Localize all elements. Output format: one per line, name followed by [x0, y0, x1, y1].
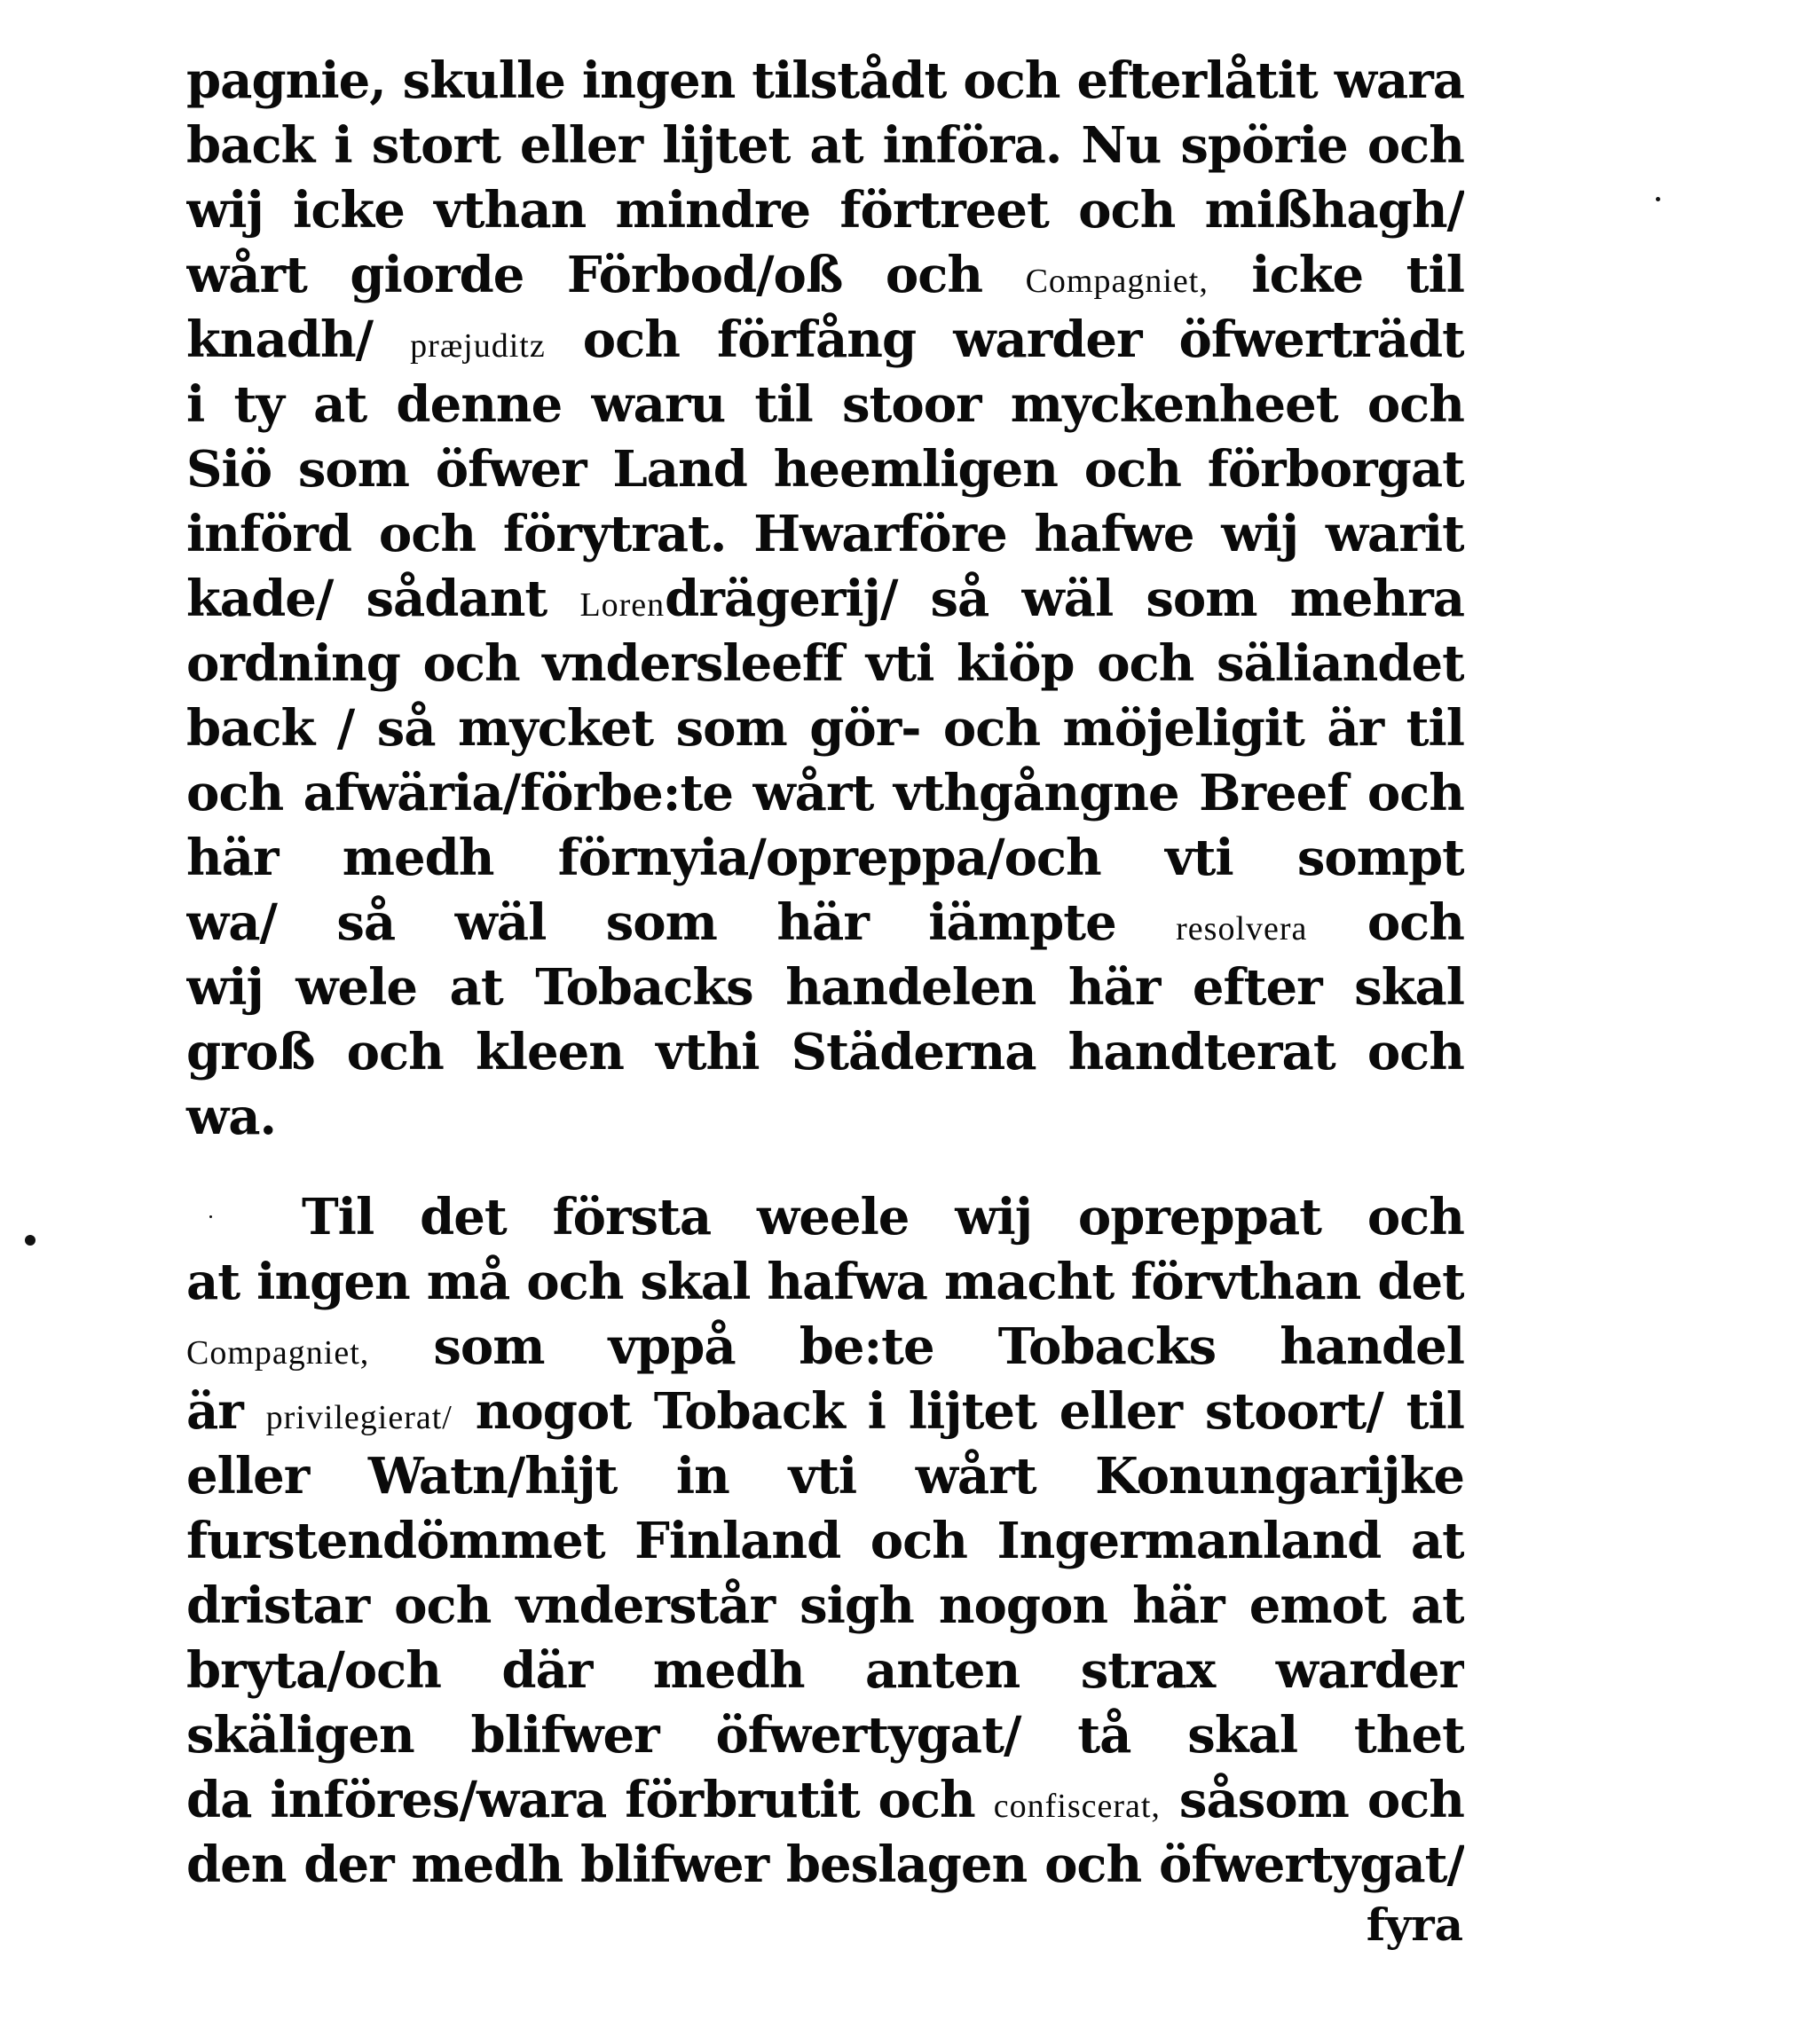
text-line: pagnie, skulle ingen tilstådt och efterlåtit wara: [186, 51, 1464, 110]
catchword: fyra: [1366, 1899, 1463, 1951]
text-line: införd och förytrat. Hwarföre hafwe wij warit: [186, 505, 1464, 563]
paragraph-2: [186, 1185, 1464, 1898]
text-line: wa.: [186, 1088, 276, 1146]
margin-speck: [1656, 197, 1660, 201]
text-line: wij wele at Tobacks handelen här efter skal: [186, 958, 1464, 1017]
paragraph-gap: [186, 1150, 1464, 1185]
text-line: och afwäria/förbe:te wårt vthgångne Breef och: [186, 764, 1464, 822]
text-line: kade/ sådant Lorendrägerij/ så wäl som mehra: [186, 570, 1464, 628]
roman-word: Loren: [579, 586, 666, 624]
roman-word: Compagniet,: [1025, 263, 1209, 300]
text-line: ordning och vndersleeff vti kiöp och säliandet: [186, 634, 1464, 693]
roman-word: præjuditz: [410, 327, 546, 365]
text-line: skäligen blifwer öfwertygat/ tå skal thet: [186, 1706, 1464, 1765]
text-line: är privilegierat/ nogot Toback i lijtet eller stoort/ til: [186, 1382, 1464, 1441]
roman-word: privilegierat/: [265, 1399, 453, 1436]
text-line: da införes/wara förbrutit och confiscerat, såsom och: [186, 1771, 1464, 1829]
text-line: wa/ så wäl som här iämpte resolvera och: [186, 893, 1464, 952]
text-line: i ty at denne waru til stoor myckenheet och: [186, 375, 1464, 434]
roman-word: resolvera: [1176, 910, 1308, 947]
text-line: den der medh blifwer beslagen och öfwertygat/: [186, 1836, 1464, 1894]
text-line: här medh förnyia/opreppa/och vti sompt: [186, 829, 1464, 887]
margin-speck: [25, 1235, 35, 1246]
roman-word: confiscerat,: [993, 1788, 1161, 1825]
text-line: Siö som öfwer Land heemligen och förborgat: [186, 440, 1464, 499]
text-line: wij icke vthan mindre förtreet och mißhagh/: [186, 181, 1464, 240]
text-line: eller Watn/hijt in vti wårt Konungarijke: [186, 1447, 1464, 1505]
main-text: [186, 49, 1464, 1898]
text-line: wårt giorde Förbod/oß och Compagniet, icke til: [186, 246, 1464, 304]
text-line: Til det första weele wij opreppat och: [302, 1188, 1464, 1246]
text-line: dristar och vnderstår sigh nogon här emot at: [186, 1576, 1464, 1635]
text-line: Compagniet, som vppå be:te Tobacks handel: [186, 1317, 1464, 1376]
margin-speck: [209, 1215, 212, 1218]
text-line: at ingen må och skal hafwa macht förvthan det: [186, 1253, 1464, 1311]
text-line: furstendömmet Finland och Ingermanland at: [186, 1512, 1464, 1570]
text-line: back i stort eller lijtet at införa. Nu spörie och: [186, 116, 1464, 175]
text-line: knadh/ præjuditz och förfång warder öfwerträdt: [186, 311, 1464, 369]
paragraph-1: [186, 49, 1464, 1150]
text-line: back / så mycket som gör- och möjeligit är til: [186, 699, 1464, 758]
text-line: groß och kleen vthi Städerna handterat och: [186, 1023, 1464, 1081]
roman-word: Compagniet,: [186, 1334, 370, 1372]
text-line: bryta/och där medh anten strax warder: [186, 1641, 1464, 1700]
